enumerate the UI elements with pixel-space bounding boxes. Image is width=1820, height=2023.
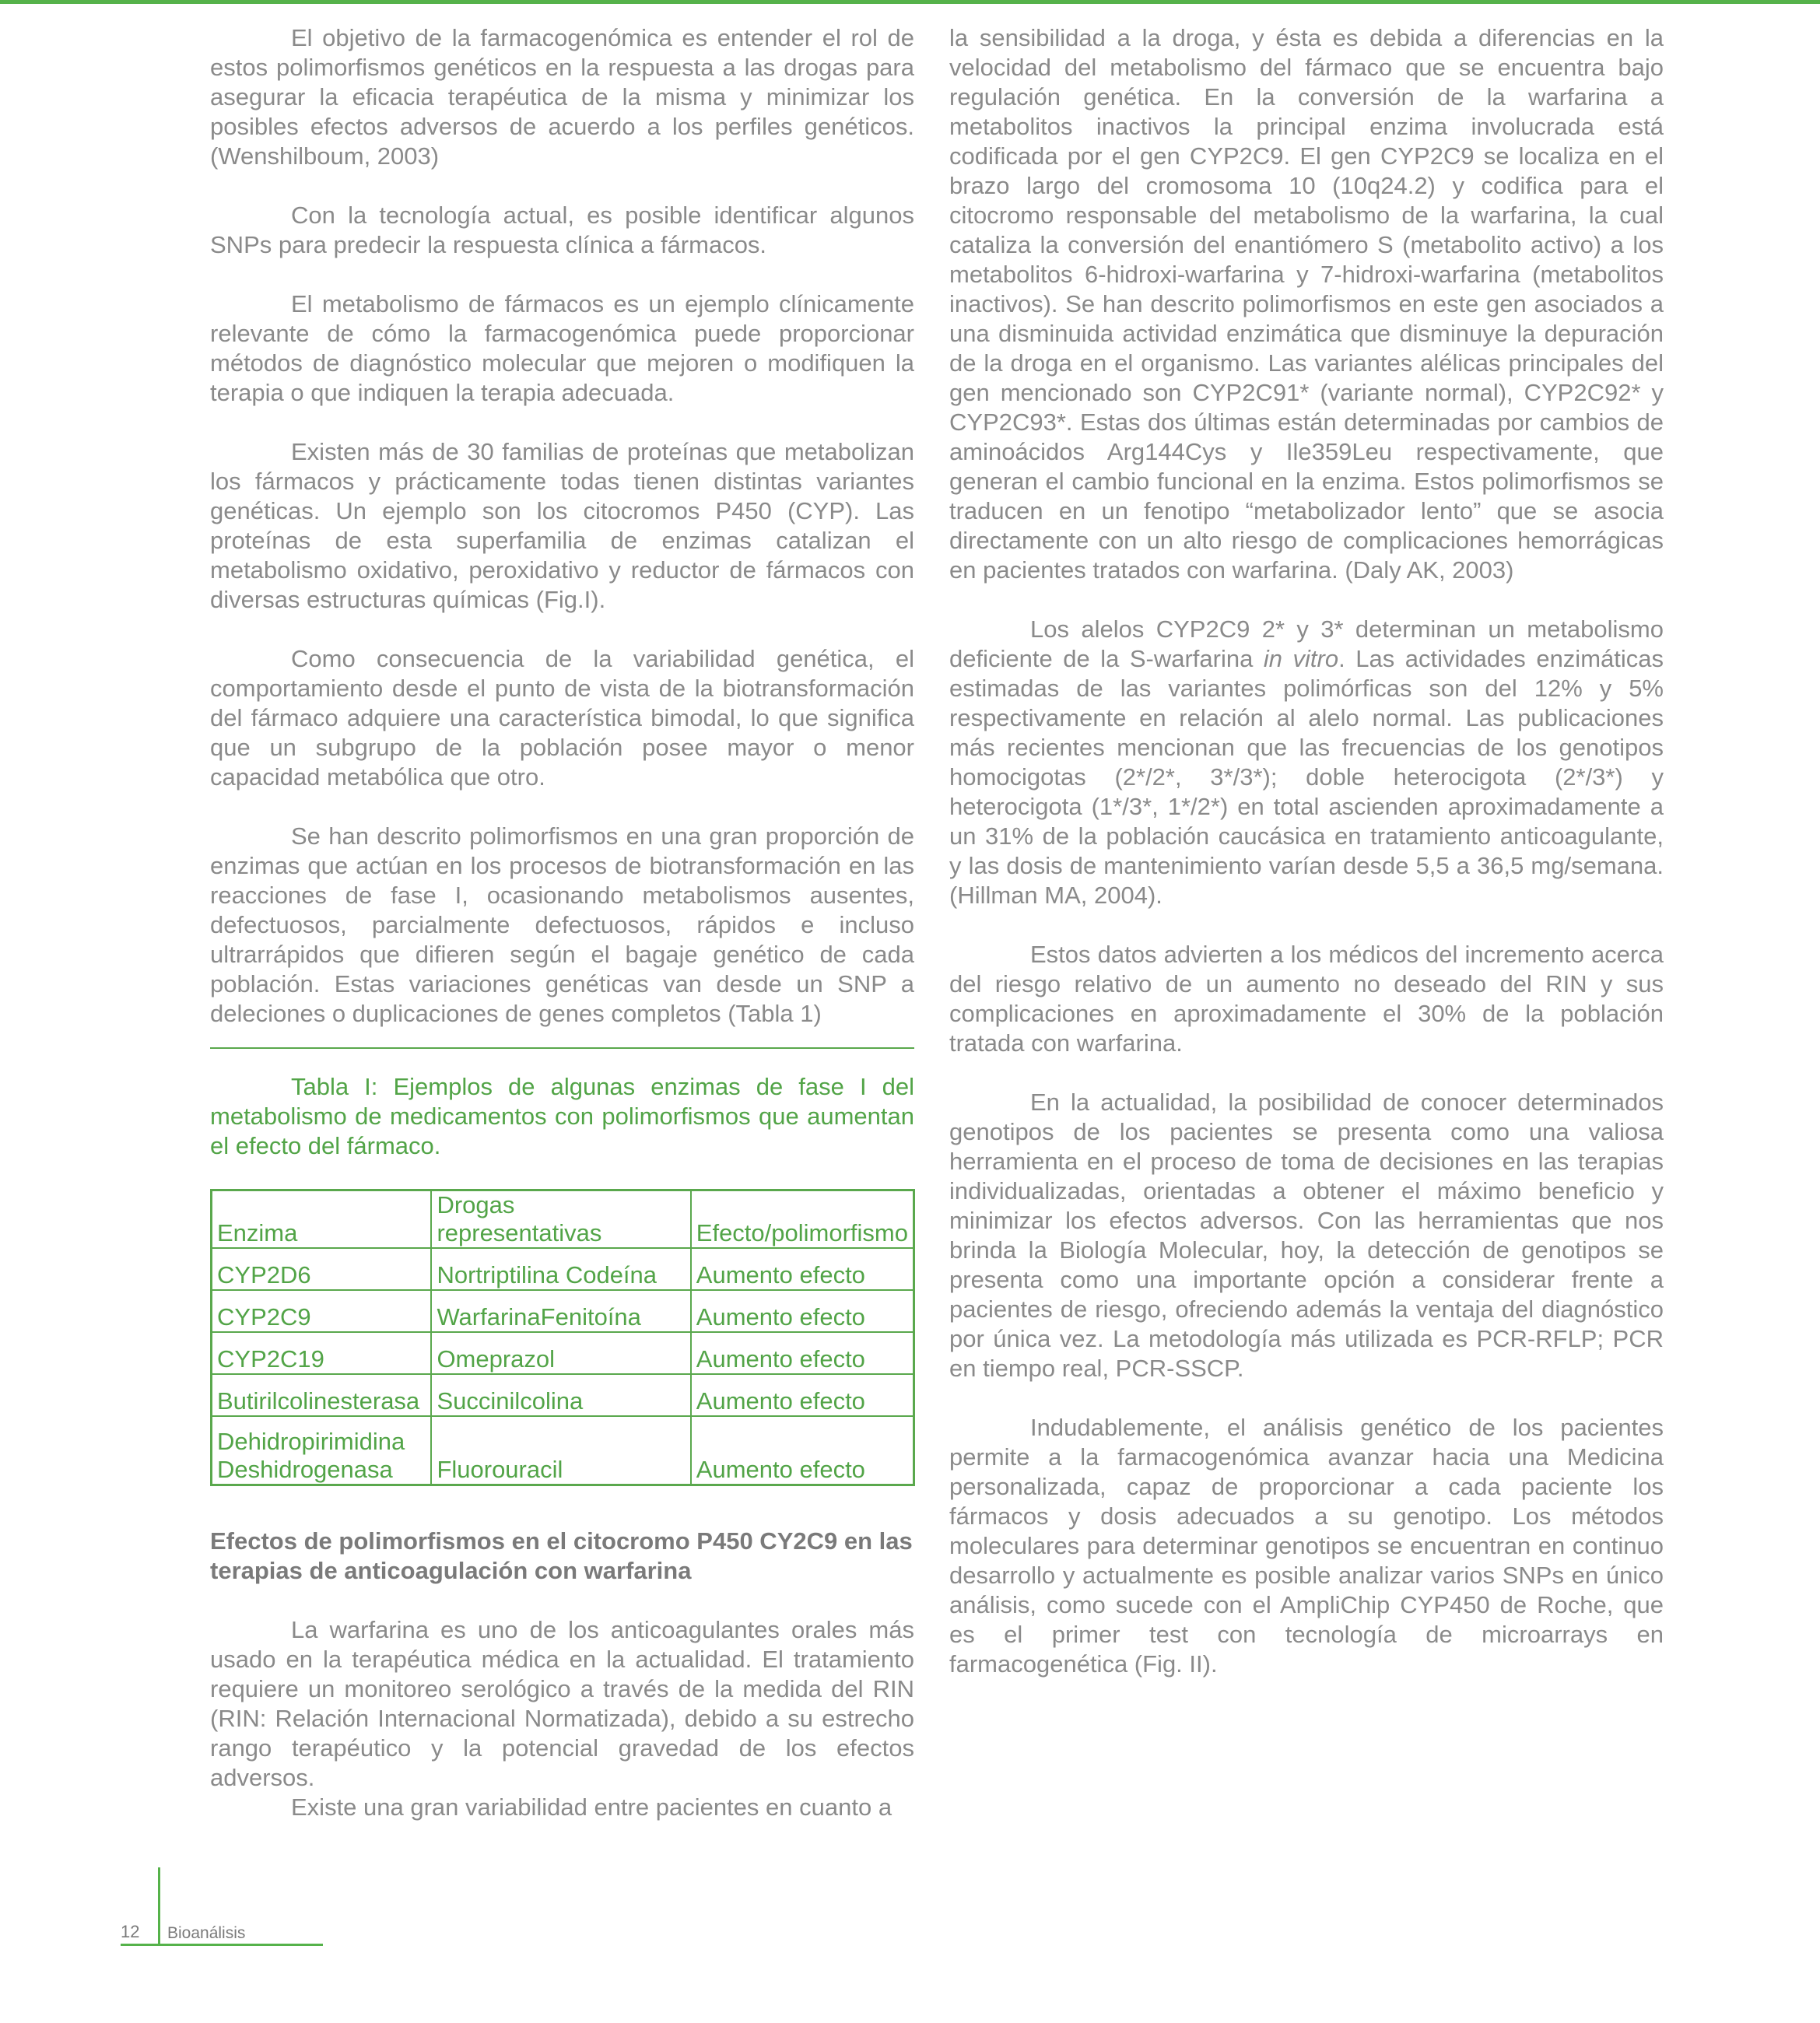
table-cell: Aumento efecto	[691, 1248, 914, 1290]
paragraph: La warfarina es uno de los anticoagulantes orales más usado en la terapéutica médica en la actualidad. El tratamiento requiere un monitoreo serológico a través de la medida del RIN (RIN: Relación Internacional Normatizada), debido a su estrecho rango terapéutico y la potencial gravedad de los efectos adversos.	[210, 1616, 914, 1791]
table-cell: Aumento efecto	[691, 1332, 914, 1374]
table-row	[212, 1416, 914, 1485]
table-cell: Succinilcolina	[431, 1374, 690, 1416]
enzyme-table	[210, 1189, 915, 1486]
table-row	[212, 1248, 914, 1290]
table-header-cell: Drogas representativas	[431, 1190, 690, 1249]
table-cell: Aumento efecto	[691, 1416, 914, 1485]
paragraph: Existe una gran variabilidad entre pacientes en cuanto a	[291, 1793, 892, 1821]
table-cell: Dehidropirimidina Deshidrogenasa	[212, 1416, 432, 1485]
table-cell: CYP2D6	[212, 1248, 432, 1290]
paragraph-text: . Las actividades enzimáticas estimadas de las variantes polimórficas son del 12% y 5% respectivamente en relación al alelo normal. Las publicaciones más recientes mencionan que las frecuencias de los genotipos homocigotas (2*/2*, 3*/3*); doble heterocigota (2*/3*) y heterocigota (1*/3*, 1*/2*) en total ascienden aproximadamente a un 31% de la población caucásica en tratamiento anticoagulante, y las dosis de mantenimiento varían desde 5,5 a 36,5 mg/semana. (Hillman MA, 2004).	[949, 645, 1664, 909]
footer-horizontal-rule	[121, 1944, 323, 1946]
paragraph: Con la tecnología actual, es posible identificar algunos SNPs para predecir la respuesta clínica a fármacos.	[210, 202, 914, 258]
paragraph: Como consecuencia de la variabilidad genética, el comportamiento desde el punto de vista de la biotransformación del fármaco adquiere una característica bimodal, lo que significa que un subgrupo de la población posee mayor o menor capacidad metabólica que otro.	[210, 645, 914, 791]
table-header-cell: Enzima	[212, 1190, 432, 1249]
paragraph-text: Los alelos CYP2C9 2* y 3* determinan un metabolismo deficiente de la S-warfarina	[949, 615, 1664, 672]
table-cell: Aumento efecto	[691, 1290, 914, 1332]
journal-name: Bioanálisis	[167, 1924, 246, 1942]
italic-text: in vitro	[1263, 645, 1339, 672]
footer-vertical-rule	[158, 1867, 160, 1945]
table-cell: Fluorouracil	[431, 1416, 690, 1485]
table-header-row	[212, 1190, 914, 1249]
table-row	[212, 1332, 914, 1374]
paragraph: Indudablemente, el análisis genético de los pacientes permite a la farmacogenómica avanzar hacia una Medicina personalizada, capaz de proporcionar a cada paciente los fármacos y dosis adecuados a su genotipo. Los métodos moleculares para determinar genotipos se encuentran en continuo desarrollo y actualmente es posible analizar varios SNPs en único análisis, como sucede con el AmpliChip CYP450 de Roche, que es el primer test con tecnología de microarrays en farmacogenética (Fig. II).	[949, 1414, 1664, 1678]
paragraph: la sensibilidad a la droga, y ésta es debida a diferencias en la velocidad del metabolismo del fármaco que se encuentra bajo regulación genética. En la conversión de la warfarina a metabolitos inactivos la principal enzima involucrada está codificada por el gen CYP2C9. El gen CYP2C9 se localiza en el brazo largo del cromosoma 10 (10q24.2) y codifica para el citocromo responsable del metabolismo de la warfarina, la cual cataliza la conversión del enantiómero S (metabolito activo) a los metabolitos 6-hidroxi-warfarina y 7-hidroxi-warfarina (metabolitos inactivos). Se han descrito polimorfismos en este gen asociados a una disminuida actividad enzimática que disminuye la depuración de la droga en el organismo. Las variantes alélicas principales del gen mencionado son CYP2C91* (variante normal), CYP2C92* y CYP2C93*. Estas dos últimas están determinadas por cambios de aminoácidos Arg144Cys y Ile359Leu respectivamente, que generan el cambio funcional en la enzima. Estos polimorfismos se traducen en un fenotipo “metabolizador lento” que se asocia directamente con un alto riesgo de complicaciones hemorrágicas en pacientes tratados con warfarina. (Daly AK, 2003)	[949, 24, 1664, 584]
table-row	[212, 1374, 914, 1416]
table-cell: Omeprazol	[431, 1332, 690, 1374]
table-cell: CYP2C19	[212, 1332, 432, 1374]
paragraph: Existen más de 30 familias de proteínas que metabolizan los fármacos y prácticamente todas tienen distintas variantes genéticas. Un ejemplo son los citocromos P450 (CYP). Las proteínas de esta superfamilia de enzimas catalizan el metabolismo oxidativo, peroxidativo y reductor de fármacos con diversas estructuras químicas (Fig.I).	[210, 438, 914, 613]
table-cell: WarfarinaFenitoína	[431, 1290, 690, 1332]
right-column	[949, 23, 1664, 1679]
top-rule	[0, 0, 1820, 4]
table-header-cell: Efecto/polimorfismo	[691, 1190, 914, 1249]
table-caption: Tabla I: Ejemplos de algunas enzimas de fase I del metabolismo de medicamentos con polimorfismos que aumentan el efecto del fármaco.	[210, 1073, 914, 1159]
paragraph: El objetivo de la farmacogenómica es entender el rol de estos polimorfismos genéticos en la respuesta a las drogas para asegurar la eficacia terapéutica de la misma y minimizar los posibles efectos adversos de acuerdo a los perfiles genéticos. (Wenshilboum, 2003)	[210, 24, 914, 170]
paragraph: Se han descrito polimorfismos en una gran proporción de enzimas que actúan en los procesos de biotransformación en las reacciones de fase I, ocasionando metabolismos ausentes, defectuosos, parcialmente defectuosos, rápidos e incluso ultrarrápidos que difieren según el bagaje genético de cada población. Estas variaciones genéticas van desde un SNP a deleciones o duplicaciones de genes completos (Tabla 1)	[210, 822, 914, 1027]
table-cell: Butirilcolinesterasa	[212, 1374, 432, 1416]
left-column	[210, 23, 914, 1822]
paragraph: El metabolismo de fármacos es un ejemplo clínicamente relevante de cómo la farmacogenómica puede proporcionar métodos de diagnóstico molecular que mejoren o modifiquen la terapia o que indiquen la terapia adecuada.	[210, 290, 914, 406]
table-divider	[210, 1047, 914, 1049]
section-heading: Efectos de polimorfismos en el citocromo P450 CY2C9 en las terapias de anticoagulación con warfarina	[210, 1527, 913, 1584]
page-number: 12	[121, 1922, 140, 1941]
table-cell: Nortriptilina Codeína	[431, 1248, 690, 1290]
paragraph: En la actualidad, la posibilidad de conocer determinados genotipos de los pacientes se presenta como una valiosa herramienta en el proceso de toma de decisiones en las terapias individualizadas, orientadas a obtener el máximo beneficio y minimizar los efectos adversos. Con las herramientas que nos brinda la Biología Molecular, hoy, la detección de genotipos se presenta como una importante opción a considerar frente a pacientes de riesgo, ofreciendo además la ventaja del diagnóstico por única vez. La metodología más utilizada es PCR-RFLP; PCR en tiempo real, PCR-SSCP.	[949, 1089, 1664, 1382]
paragraph: Estos datos advierten a los médicos del incremento acerca del riesgo relativo de un aumento no deseado del RIN y sus complicaciones en aproximadamente el 30% de la población tratada con warfarina.	[949, 941, 1664, 1057]
table-row	[212, 1290, 914, 1332]
table-cell: Aumento efecto	[691, 1374, 914, 1416]
table-cell: CYP2C9	[212, 1290, 432, 1332]
paragraph	[949, 615, 1664, 910]
